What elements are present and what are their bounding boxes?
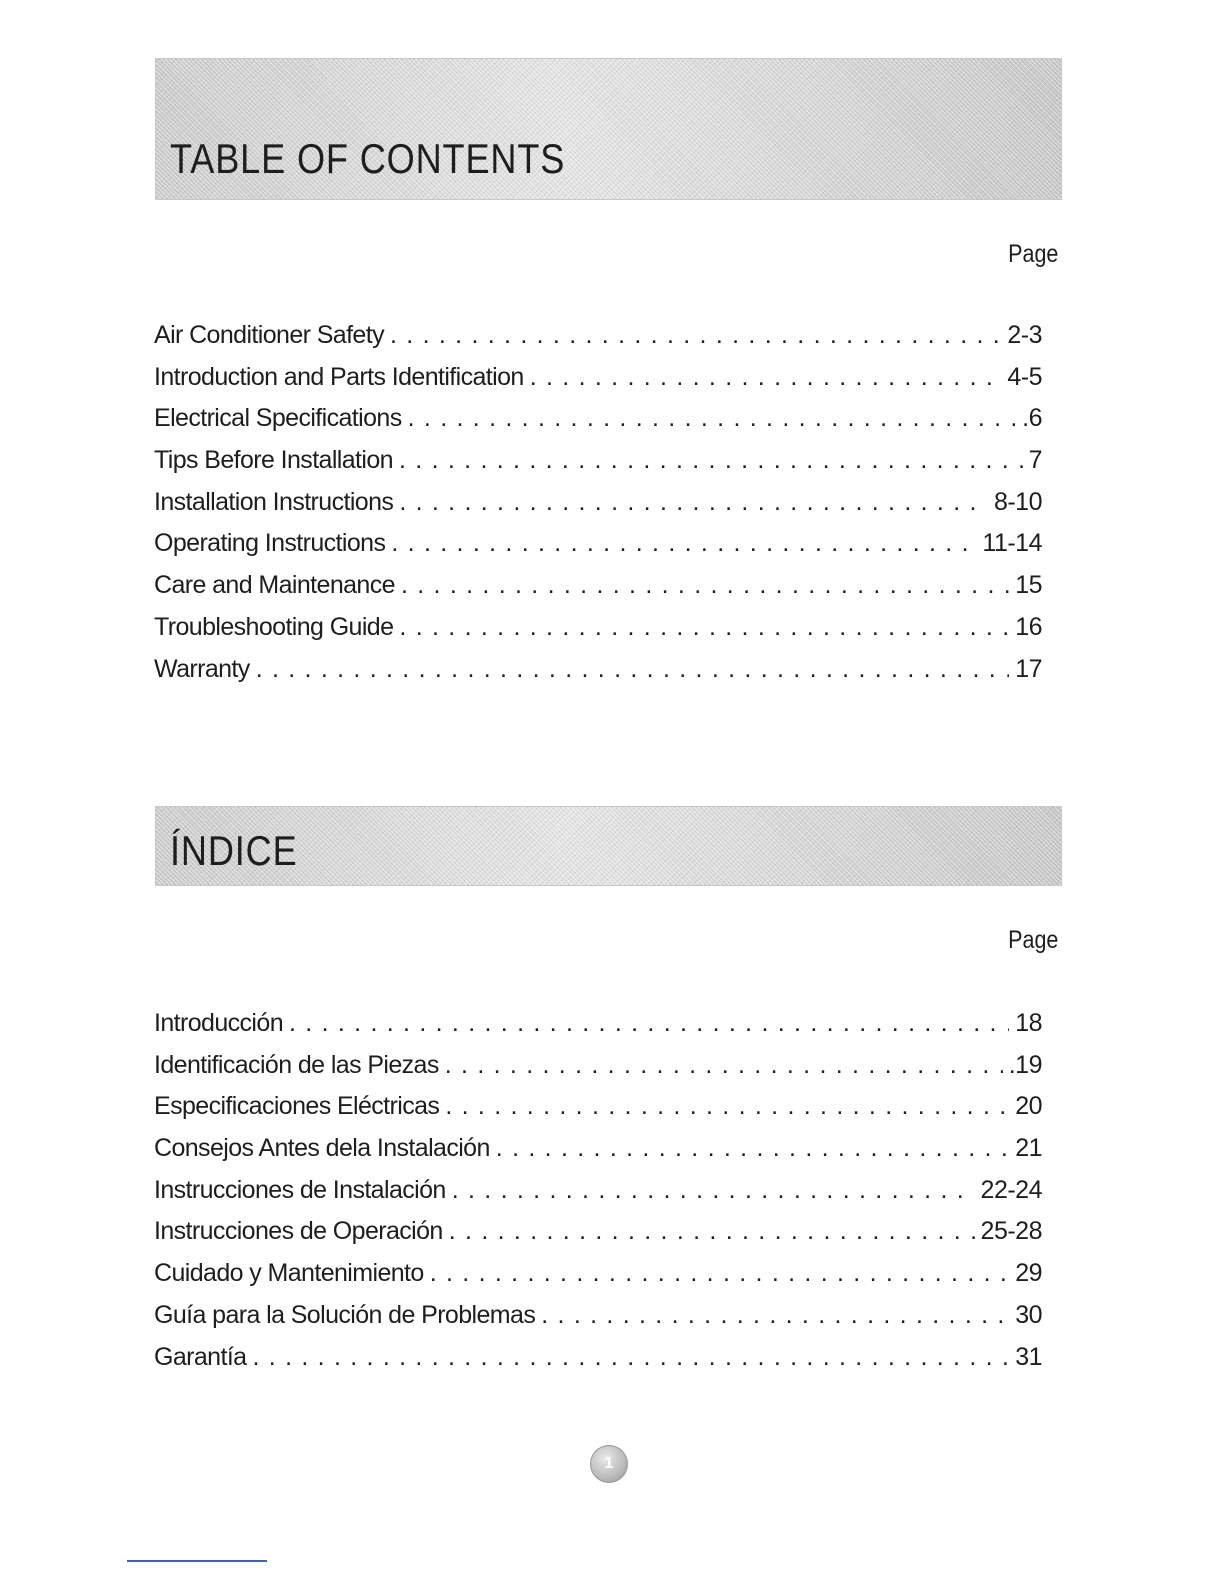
toc-entry-title: Tips Before Installation — [154, 446, 393, 475]
toc-entry-title: Troubleshooting Guide — [154, 612, 394, 641]
toc-entry-title: Air Conditioner Safety — [154, 321, 384, 349]
indice-entry[interactable] — [154, 1216, 1042, 1258]
indice-entry-title: Garantía — [154, 1342, 247, 1371]
indice-entry[interactable] — [154, 1091, 1042, 1133]
toc-entry-title: Introduction and Parts Identification — [154, 362, 524, 391]
indice-entry-page: 21 — [1015, 1134, 1042, 1163]
dot-leader — [449, 1216, 975, 1246]
indice-entry-title: Instrucciones de Operación — [154, 1217, 443, 1246]
indice-entry-page: 18 — [1015, 1009, 1042, 1037]
dot-leader — [445, 1050, 1003, 1080]
indice-entry-title: Identificación de las Piezas — [154, 1050, 439, 1079]
toc-banner — [155, 58, 1062, 200]
toc-entry-page: 16 — [1015, 612, 1042, 641]
toc-entry-title: Electrical Specifications — [154, 404, 402, 433]
toc-entry-page: 7 — [1028, 446, 1042, 475]
toc-list — [154, 320, 1042, 695]
toc-entry[interactable] — [154, 362, 1042, 404]
indice-entry-page: 31 — [1015, 1342, 1042, 1371]
dot-leader — [256, 654, 1010, 684]
indice-entry-page: 22-24 — [980, 1175, 1042, 1204]
indice-entry[interactable] — [154, 1175, 1042, 1217]
toc-entry[interactable] — [154, 528, 1042, 570]
toc-entry[interactable] — [154, 612, 1042, 654]
indice-list — [154, 1008, 1042, 1383]
indice-entry-page: 30 — [1015, 1300, 1042, 1329]
indice-entry-title: Especificaciones Eléctricas — [154, 1092, 440, 1121]
page-number-badge: 1 — [590, 1445, 628, 1483]
indice-entry[interactable] — [154, 1133, 1042, 1175]
dot-leader — [541, 1300, 1009, 1330]
toc-entry-page: 4-5 — [1007, 362, 1042, 391]
indice-banner — [155, 806, 1062, 886]
dot-leader — [401, 570, 1009, 600]
toc-heading: TABLE OF CONTENTS — [170, 135, 566, 182]
indice-entry-title: Instrucciones de Instalación — [154, 1175, 446, 1204]
toc-entry[interactable] — [154, 570, 1042, 612]
indice-entry-title: Consejos Antes dela Instalación — [154, 1134, 490, 1163]
dot-leader — [445, 1091, 1009, 1121]
indice-entry[interactable] — [154, 1300, 1042, 1342]
toc-entry[interactable] — [154, 445, 1042, 487]
toc-entry-page: .6 — [1022, 404, 1042, 433]
toc-page-column-label: Page — [1007, 240, 1058, 268]
toc-entry-page: 11-14 — [982, 529, 1042, 558]
toc-entry-page: 8-10 — [993, 487, 1042, 516]
dot-leader — [391, 528, 976, 558]
indice-entry-page: 29 — [1015, 1259, 1042, 1288]
toc-entry-title: Warranty — [154, 654, 250, 683]
indice-entry-title: Cuidado y Mantenimiento — [154, 1259, 424, 1288]
toc-entry-title: Operating Instructions — [154, 529, 386, 558]
toc-entry-page: 2-3 — [1007, 321, 1042, 349]
indice-entry[interactable] — [154, 1342, 1042, 1384]
indice-entry-page: 20 — [1015, 1092, 1042, 1121]
indice-entry[interactable] — [154, 1050, 1042, 1092]
dot-leader — [530, 362, 1002, 392]
indice-entry-title: Introducción — [154, 1009, 283, 1037]
indice-entry-title: Guía para la Solución de Problemas — [154, 1300, 536, 1329]
dot-leader — [452, 1175, 975, 1205]
toc-entry[interactable] — [154, 403, 1042, 445]
toc-entry-page: 15 — [1015, 571, 1042, 600]
indice-entry-page: .19 — [1008, 1050, 1042, 1079]
indice-entry[interactable] — [154, 1258, 1042, 1300]
indice-page-column-label: Page — [1007, 926, 1058, 954]
toc-entry[interactable] — [154, 487, 1042, 529]
indice-entry[interactable] — [154, 1008, 1042, 1050]
footer-rule — [127, 1560, 267, 1562]
toc-entry-page: 17 — [1015, 654, 1042, 683]
dot-leader — [399, 445, 1023, 475]
indice-heading: ÍNDICE — [170, 827, 298, 874]
dot-leader — [430, 1258, 1009, 1288]
dot-leader — [399, 612, 1009, 642]
dot-leader — [390, 320, 1001, 350]
dot-leader — [399, 487, 988, 517]
toc-entry[interactable] — [154, 654, 1042, 696]
toc-entry-title: Installation Instructions — [154, 487, 394, 516]
dot-leader — [408, 403, 1017, 433]
indice-entry-page: 25-28 — [980, 1217, 1042, 1246]
toc-entry-title: Care and Maintenance — [154, 571, 395, 600]
dot-leader — [496, 1133, 1009, 1163]
toc-entry[interactable] — [154, 320, 1042, 362]
dot-leader — [252, 1342, 1009, 1372]
dot-leader — [289, 1008, 1009, 1038]
